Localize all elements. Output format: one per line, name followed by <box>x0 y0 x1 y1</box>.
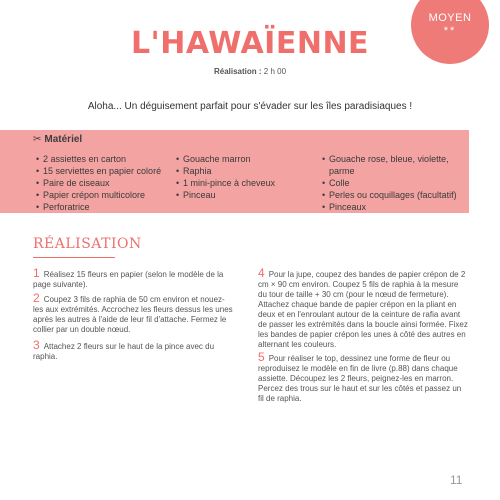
scissors-icon: ✂ <box>33 134 42 145</box>
step-number: 1 <box>33 266 40 280</box>
difficulty-level: MOYEN <box>428 12 472 24</box>
material-item: • 15 serviettes en papier coloré <box>36 165 171 177</box>
step-text: Pour la jupe, coupez des bandes de papier crépon de 2 cm × 90 cm environ. Coupez 5 fils de raphia à la mesure du tour de taille + 30 cm (pour le nœud de fermeture). Attachez chaque bande de papier crépon en la pliant en deux et en l'enroulant autour de la ceinture de rafia avant de passer les extrémités dans la boucle ainsi formée. Fixez les bandes de papier crépon les unes à côté des autres en alternant les couleurs. <box>258 270 468 349</box>
realisation-time-value: 2 h 00 <box>263 67 287 76</box>
step-text: Coupez 3 fils de raphia de 50 cm environ et nouez-les aux extrémités. Accrochez les fleurs dessus les unes après les autres à l'aide de leur fil d'attache. Fermez le collier par un double nœud. <box>33 295 233 334</box>
step-5 <box>258 352 468 404</box>
material-item: • 2 assiettes en carton <box>36 153 171 165</box>
material-item: • Paire de ciseaux <box>36 177 171 189</box>
material-item: • Gouache rose, bleue, violette, parme <box>322 153 457 177</box>
realisation-heading: RÉALISATION <box>33 236 142 252</box>
materials-heading-label: Matériel <box>44 134 83 145</box>
step-number: 4 <box>258 266 265 280</box>
material-item: • Pinceaux <box>322 201 457 213</box>
step-text: Réalisez 15 fleurs en papier (selon le modèle de la page suivante). <box>33 270 224 289</box>
realisation-time-label: Réalisation : <box>213 67 262 76</box>
materials-column-1 <box>36 153 171 213</box>
page-number: 11 <box>450 473 463 487</box>
step-1 <box>33 268 233 290</box>
step-number: 3 <box>33 338 40 352</box>
step-4 <box>258 268 468 350</box>
intro-text: Aloha... Un déguisement parfait pour s'évader sur les îles paradisiaques ! <box>87 101 413 112</box>
realisation-underline <box>33 257 115 258</box>
step-text: Attachez 2 fleurs sur le haut de la pince avec du raphia. <box>33 342 215 361</box>
material-item: • 1 mini-pince à cheveux <box>176 177 286 189</box>
realisation-time <box>0 67 500 76</box>
step-number: 2 <box>33 291 40 305</box>
material-item: • Papier crépon multicolore <box>36 189 171 201</box>
step-3 <box>33 340 233 362</box>
material-item: • Pinceau <box>176 189 286 201</box>
step-2 <box>33 293 233 335</box>
step-number: 5 <box>258 350 265 364</box>
materials-column-3 <box>322 153 457 213</box>
materials-column-2 <box>176 153 286 201</box>
materials-heading <box>33 134 82 145</box>
difficulty-stars: ** <box>443 25 457 37</box>
material-item: • Perles ou coquillages (facultatif) <box>322 189 457 201</box>
material-item: • Perforatrice <box>36 201 171 213</box>
page-title: L'HAWAÏENNE <box>130 26 370 61</box>
material-item: • Raphia <box>176 165 286 177</box>
step-text: Pour réaliser le top, dessinez une forme de fleur ou reproduisez le modèle en fin de livre (p.88) dans chaque assiette. Découpez les 2 fleurs, peignez-les en marron. Percez des trous sur le haut et sur les côtés et passez un fil de raphia. <box>258 354 462 403</box>
material-item: • Colle <box>322 177 457 189</box>
material-item: • Gouache marron <box>176 153 286 165</box>
